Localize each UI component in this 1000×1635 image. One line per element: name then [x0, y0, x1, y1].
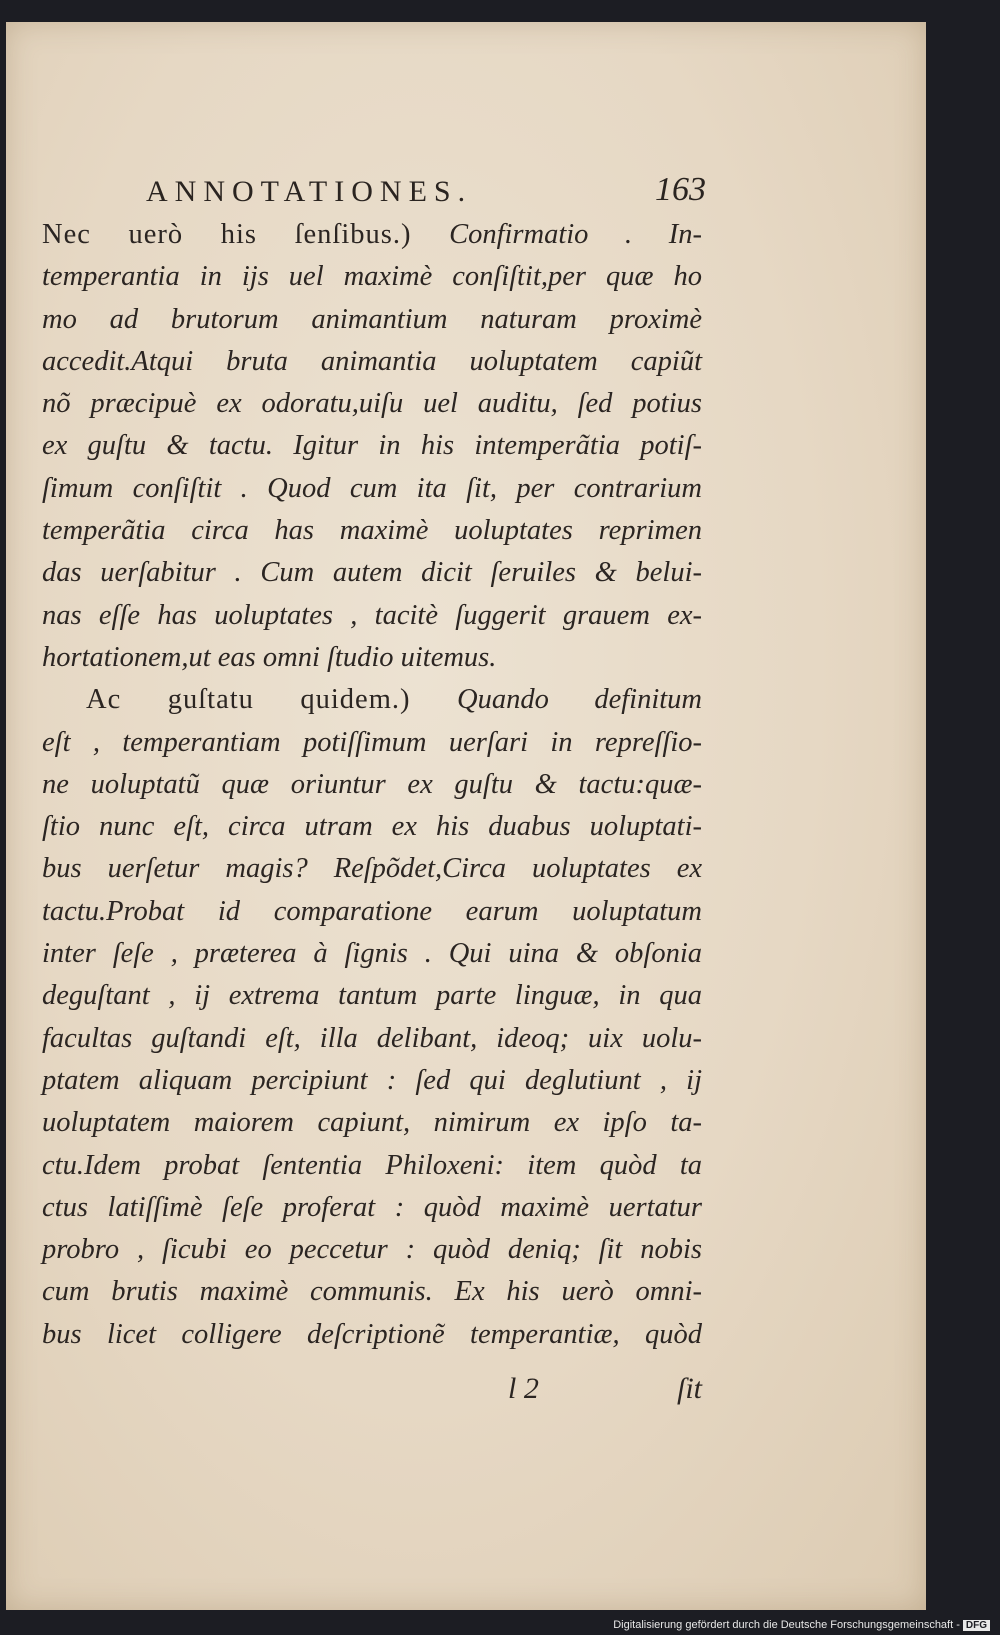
book-page	[6, 22, 926, 1610]
text-line	[42, 552, 702, 594]
text-line	[42, 764, 702, 806]
signature-mark: l 2	[508, 1372, 539, 1405]
text-line	[42, 1187, 702, 1229]
running-title: ANNOTATIONES.	[146, 175, 473, 208]
line-text: ſtio nunc eſt, circa utram ex his duabus uoluptati-	[42, 811, 702, 843]
line-text: ne uoluptatũ quæ oriuntur ex guſtu & tactu:quæ-	[42, 768, 702, 800]
line-text: inter ſeſe , præterea à ſignis . Qui uina & obſonia	[42, 938, 702, 970]
line-text: uoluptatem maiorem capiunt, nimirum ex ipſo ta-	[42, 1107, 702, 1139]
line-text: accedit.Atqui bruta animantia uoluptatem capiũt	[42, 345, 702, 377]
line-text: nõ præcipuè ex odoratu,uiſu uel auditu, ſed potius	[42, 388, 702, 420]
line-text: nas eſſe has uoluptates , tacitè ſuggerit grauem ex-	[42, 599, 702, 631]
line-text: Quando definitum	[457, 684, 702, 716]
line-text: ex guſtu & tactu. Igitur in his intemperãtia potiſ-	[42, 430, 702, 462]
text-line	[42, 468, 702, 510]
line-text: hortationem,ut eas omni ſtudio uitemus.	[42, 641, 497, 673]
text-line	[42, 510, 702, 552]
line-text: deguſtant , ij extrema tantum parte linguæ, in qua	[42, 980, 702, 1012]
line-text: eſt , temperantiam potiſſimum uerſari in repreſſio-	[42, 726, 702, 758]
credit-text: Digitalisierung gefördert durch die Deutsche Forschungsgemeinschaft -	[613, 1619, 960, 1631]
text-line	[42, 637, 702, 679]
line-text: cum brutis maximè communis. Ex his uerò omni-	[42, 1276, 702, 1308]
text-line	[42, 1018, 702, 1060]
catchword: ſit	[676, 1372, 702, 1405]
line-text: das uerſabitur . Cum autem dicit ſeruiles & belui-	[42, 557, 702, 589]
dfg-logo: DFG	[963, 1620, 990, 1631]
page-number: 163	[655, 171, 706, 208]
line-text: bus uerſetur magis? Reſpõdet,Circa uoluptates ex	[42, 853, 702, 885]
line-text: ſimum conſiſtit . Quod cum ita ſit, per contrarium	[42, 472, 702, 504]
line-text: ctus latiſſimè ſeſe proferat : quòd maximè uertatur	[42, 1191, 702, 1223]
text-line	[42, 1229, 702, 1271]
text-line	[42, 214, 702, 256]
text-line	[42, 341, 702, 383]
running-header	[146, 171, 706, 215]
text-line	[42, 848, 702, 890]
page-foot	[42, 1372, 702, 1416]
text-line	[42, 425, 702, 467]
text-line	[42, 975, 702, 1017]
text-line	[42, 891, 702, 933]
text-line	[42, 1145, 702, 1187]
text-line	[42, 933, 702, 975]
line-text: ptatem aliquam percipiunt : ſed qui deglutiunt , ij	[42, 1064, 702, 1096]
text-line	[42, 722, 702, 764]
lemma: Nec uerò his ſenſibus.)	[42, 219, 450, 250]
line-text: probro , ſicubi eo peccetur : quòd deniq; ſit nobis	[42, 1234, 702, 1266]
text-line	[42, 1102, 702, 1144]
line-text: temperantia in ijs uel maximè conſiſtit,per quæ ho	[42, 261, 702, 293]
text-line	[42, 1060, 702, 1102]
text-line	[42, 383, 702, 425]
line-text: bus licet colligere deſcriptionẽ temperantiæ, quòd	[42, 1318, 702, 1350]
line-text: tactu.Probat id comparatione earum uoluptatum	[42, 895, 702, 927]
line-text: ctu.Idem probat ſententia Philoxeni: item quòd ta	[42, 1149, 702, 1181]
text-line	[42, 1314, 702, 1356]
text-line	[42, 1271, 702, 1313]
text-line	[42, 595, 702, 637]
text-line	[42, 299, 702, 341]
line-text: Confirmatio . In-	[449, 219, 702, 250]
lemma: Ac guſtatu quidem.)	[86, 684, 457, 716]
text-body	[42, 214, 702, 1356]
text-line	[42, 256, 702, 298]
text-line	[42, 806, 702, 848]
digitization-credit	[613, 1619, 990, 1631]
line-text: mo ad brutorum animantium naturam proximè	[42, 303, 702, 335]
text-line	[42, 679, 702, 721]
line-text: facultas guſtandi eſt, illa delibant, ideoq; uix uolu-	[42, 1022, 702, 1054]
line-text: temperãtia circa has maximè uoluptates reprimen	[42, 515, 702, 547]
